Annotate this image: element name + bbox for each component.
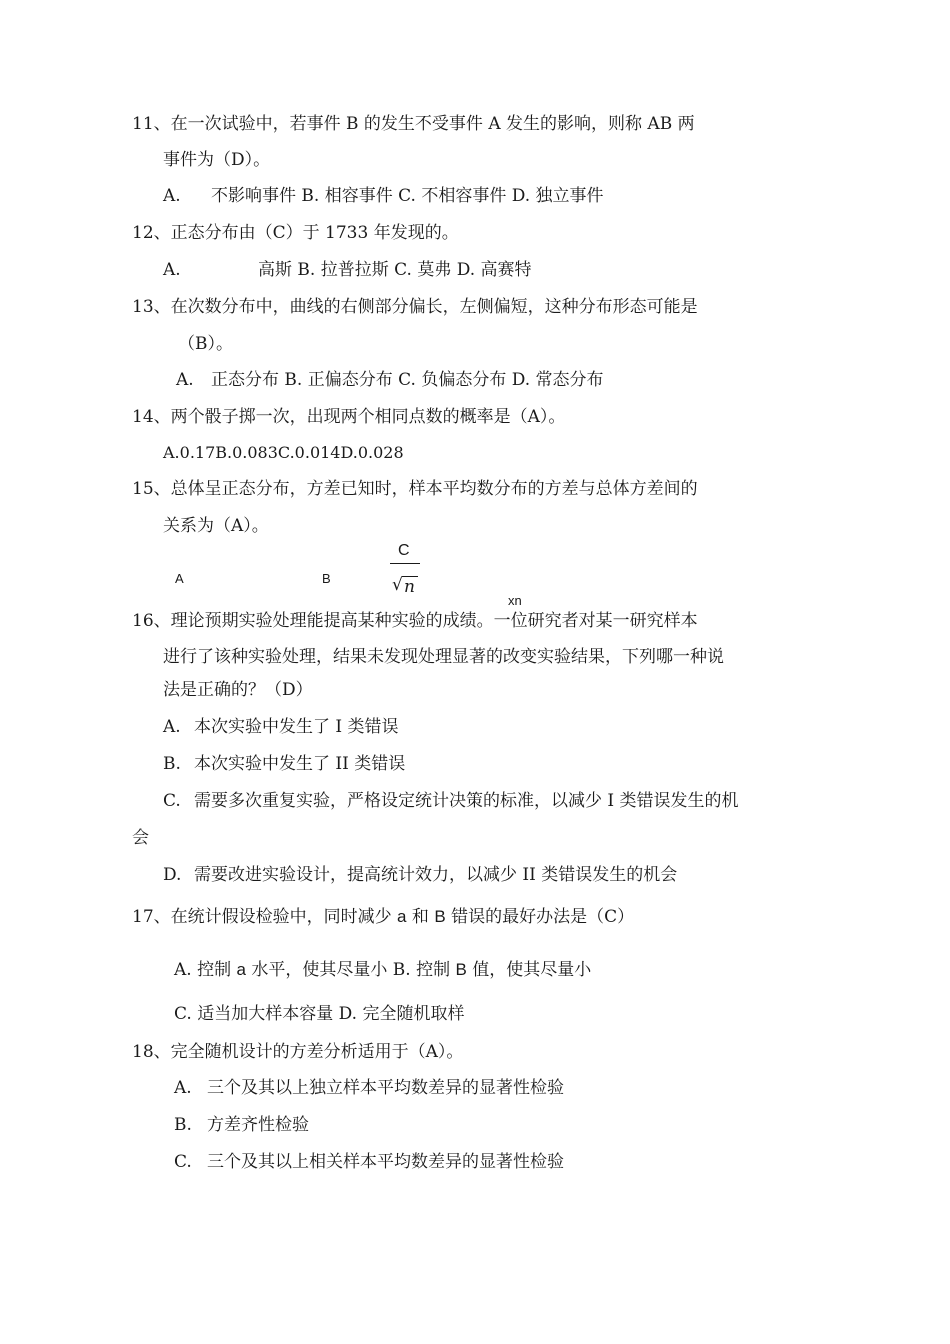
q11-stem-line2: 事件为（D）。 [163,150,271,170]
q11-stem-line1: 11、在一次试验中，若事件 B 的发生不受事件 A 发生的影响，则称 AB 两 [132,114,695,134]
q15-formula-denominator: n [404,577,415,597]
q17-stem-post: 错误的最好办法是（C） [445,907,635,927]
q17-option-a-pre: A. 控制 [174,960,237,980]
q16-stem-line3: 法是正确的？（D） [163,680,313,700]
q13-stem-line1: 13、在次数分布中，曲线的右侧部分偏长，左侧偏短，这种分布形态可能是 [132,297,698,317]
q16-option-c: 需要多次重复实验，严格设定统计决策的标准，以减少 I 类错误发生的机 [194,791,739,811]
q14-stem: 14、两个骰子掷一次，出现两个相同点数的概率是（A）。 [132,407,566,427]
q16-option-d-prefix: D. [163,865,182,885]
q13-option-prefix: A. [176,370,194,390]
q18-option-c: 三个及其以上相关样本平均数差异的显著性检验 [207,1152,564,1172]
q16-stem-line2: 进行了该种实验处理，结果未发现处理显著的改变实验结果，下列哪一种说 [163,647,724,667]
q15-option-b-label: B [322,571,331,586]
q17-option-beta-symbol: B [455,960,467,979]
q16-option-b-prefix: B. [163,754,181,774]
q18-option-a: 三个及其以上独立样本平均数差异的显著性检验 [207,1078,564,1098]
q16-option-d: 需要改进实验设计，提高统计效力，以减少 II 类错误发生的机会 [194,865,678,885]
q18-option-b-prefix: B. [174,1115,192,1135]
q15-option-a-label: A [175,571,184,586]
q15-formula-numerator: C [398,542,410,559]
q17-stem-pre: 17、在统计假设检验中，同时减少 [132,907,398,927]
q16-option-b: 本次实验中发生了 II 类错误 [194,754,406,774]
q18-option-a-prefix: A. [174,1078,192,1098]
q17-stem-mid: 和 [406,907,435,927]
q12-option-prefix: A. [163,260,181,280]
q15-stem-line2: 关系为（A）。 [163,516,269,536]
q18-stem: 18、完全随机设计的方差分析适用于（A）。 [132,1042,464,1062]
q15-fraction-bar [390,563,420,564]
q17-option-b-post: 值，使其尽量小 [466,960,592,980]
q17-stem [132,906,634,928]
q18-option-c-prefix: C. [174,1152,192,1172]
q16-option-c-continuation: 会 [132,828,149,848]
q16-option-a-prefix: A. [163,717,181,737]
q15-option-xn-label: xn [508,593,522,608]
q13-options: 正态分布 B. 正偏态分布 C. 负偏态分布 D. 常态分布 [211,370,604,390]
q16-option-c-prefix: C. [163,791,181,811]
q11-options: 不影响事件 B. 相容事件 C. 不相容事件 D. 独立事件 [211,186,604,206]
q12-options: 高斯 B. 拉普拉斯 C. 莫弗 D. 高赛特 [258,260,532,280]
q13-stem-line2: （B）。 [178,334,233,354]
q12-stem: 12、正态分布由（C）于 1733 年发现的。 [132,223,459,243]
q17-alpha-symbol: a [397,907,407,926]
q17-beta-symbol: B [434,907,446,926]
q15-sqrt-symbol: √ n [392,576,420,598]
q17-options-cd: C. 适当加大样本容量 D. 完全随机取样 [174,1004,465,1024]
q18-option-b: 方差齐性检验 [207,1115,309,1135]
q16-option-a: 本次实验中发生了 I 类错误 [194,717,399,737]
q16-stem-line1: 16、理论预期实验处理能提高某种实验的成绩。一位研究者对某一研究样本 [132,611,698,631]
q14-options: A.0.17B.0.083C.0.014D.0.028 [163,443,404,462]
q11-option-prefix: A. [163,186,181,206]
q17-options-ab [174,959,591,981]
q15-stem-line1: 15、总体呈正态分布，方差已知时，样本平均数分布的方差与总体方差间的 [132,479,698,499]
q17-option-a-mid: 水平，使其尽量小 B. 控制 [245,960,456,980]
q17-option-alpha-symbol: a [236,960,246,979]
